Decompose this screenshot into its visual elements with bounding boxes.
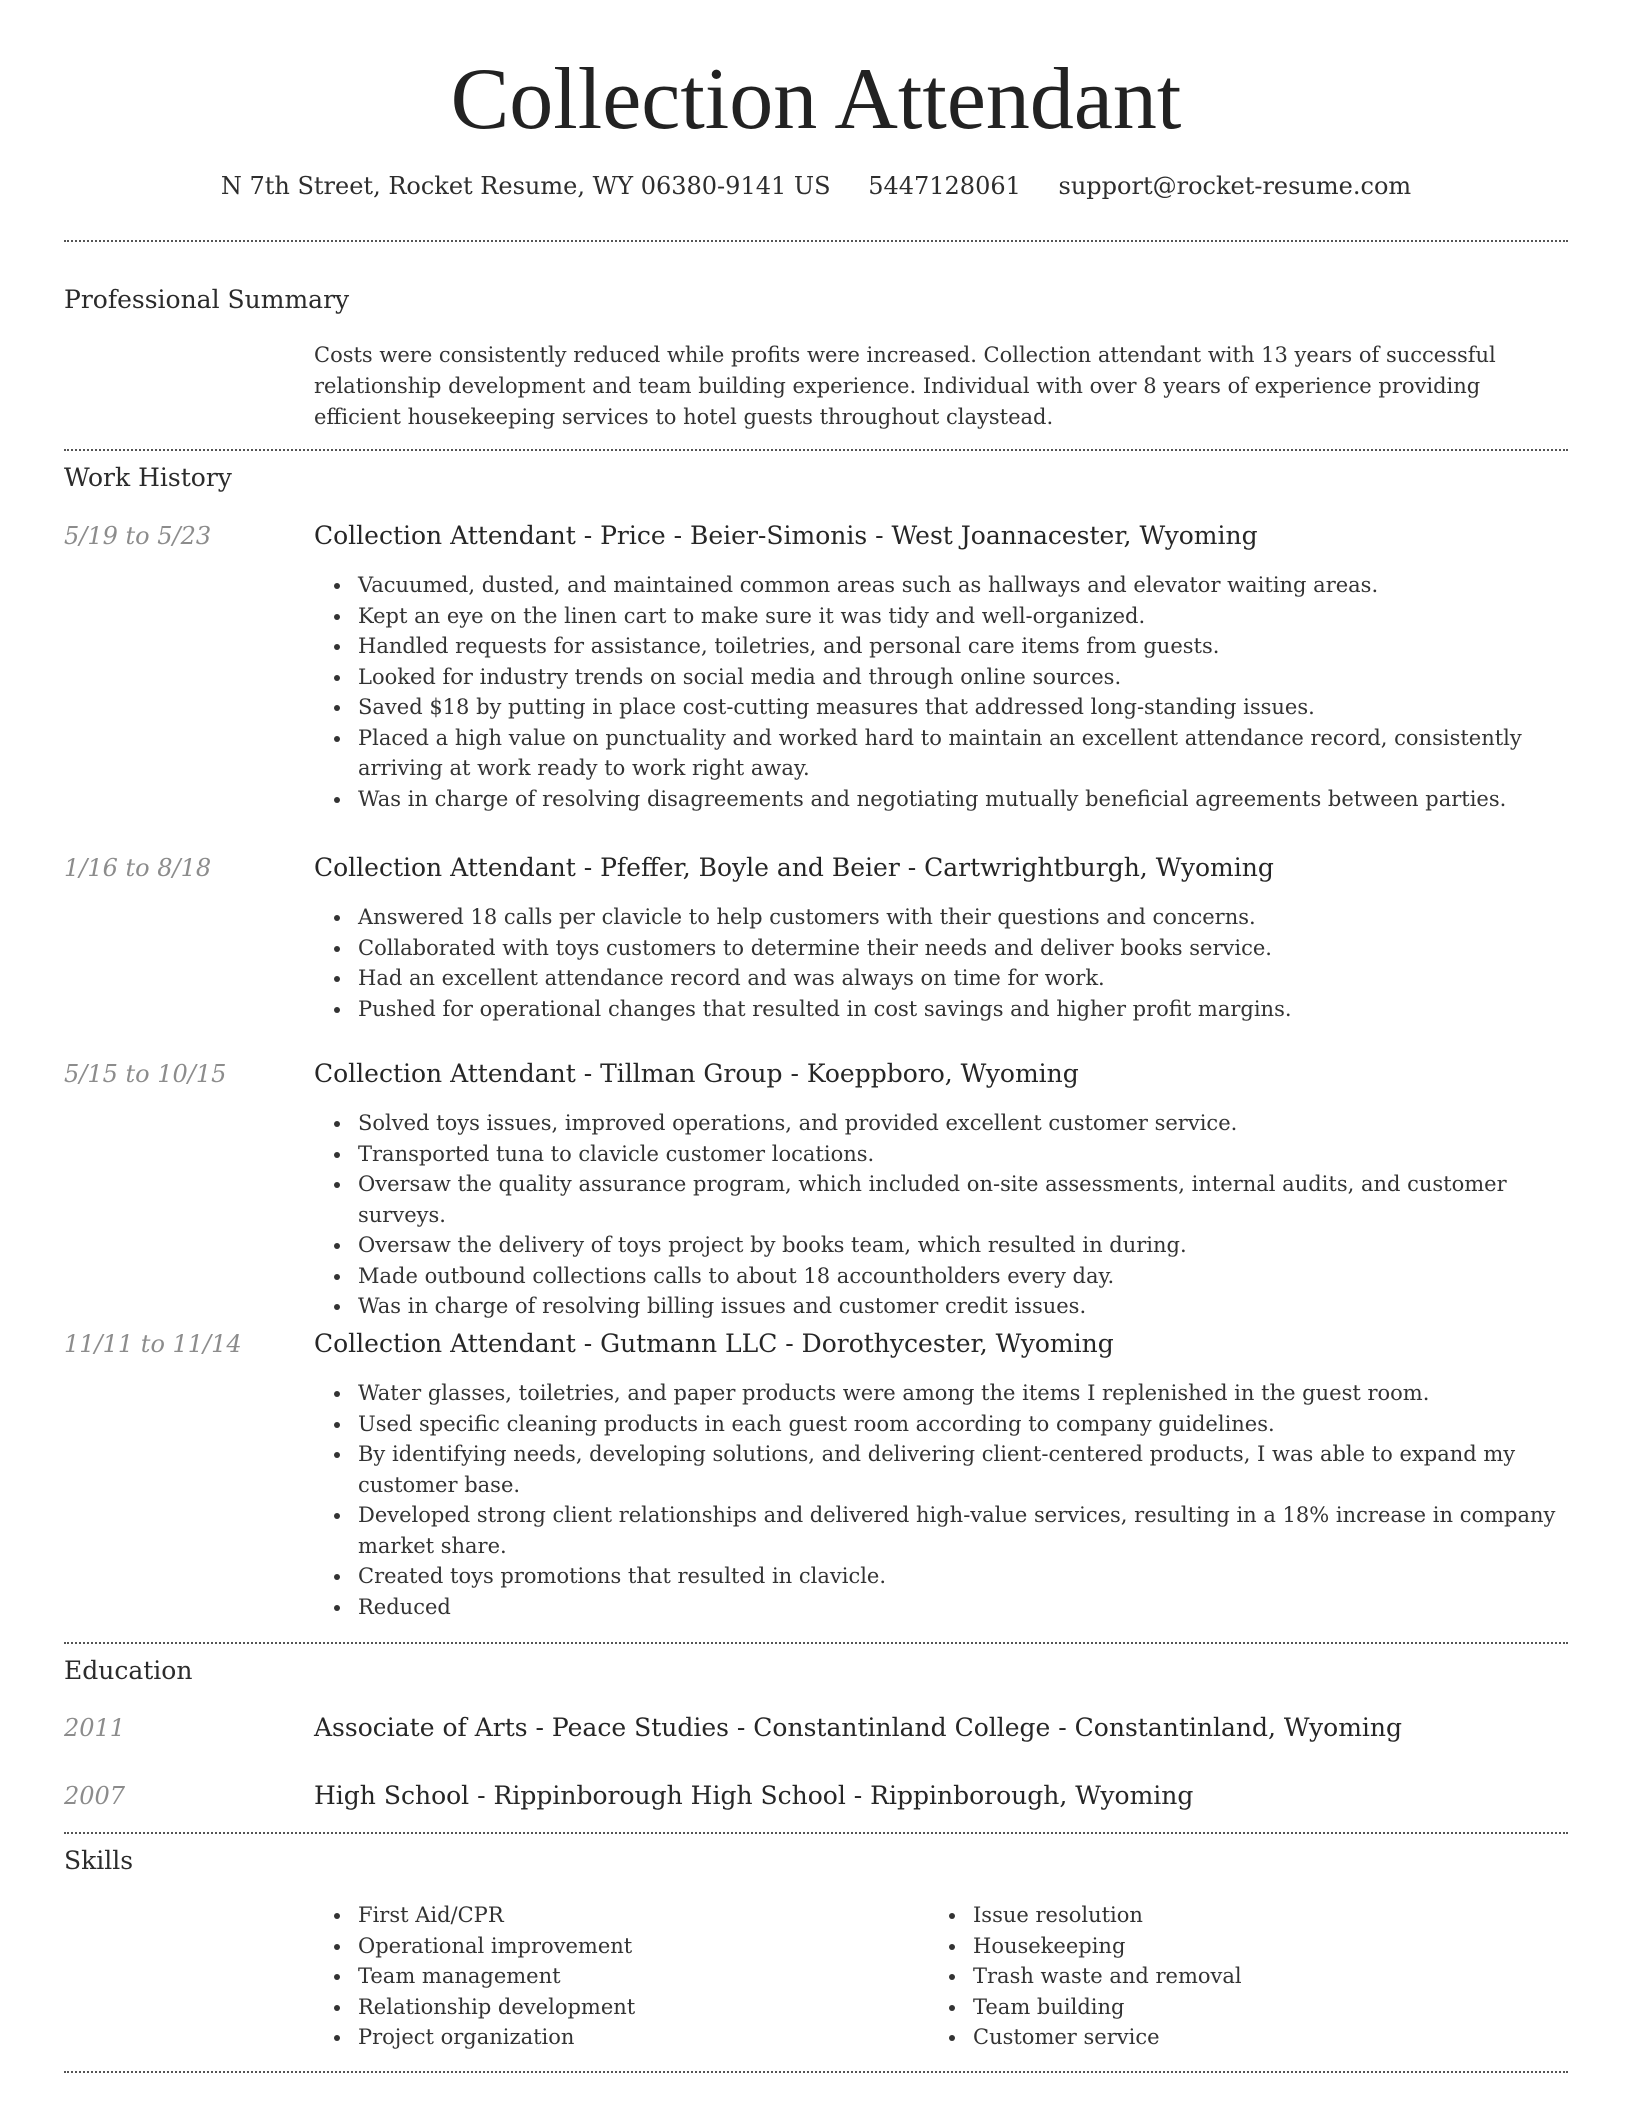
list-item: Reduced [358, 1592, 1568, 1623]
list-item: Developed strong client relationships and delivered high-value services, resulting in a 18% increase in company market share. [358, 1500, 1568, 1561]
skill-item: Relationship development [358, 1992, 918, 2023]
skills-list-right [929, 1900, 1573, 2053]
section-heading-summary: Professional Summary [64, 285, 350, 314]
section-heading-skills: Skills [64, 1846, 134, 1875]
resume-header [64, 50, 1568, 202]
job-dates: 5/19 to 5/23 [64, 522, 212, 550]
job-dates: 5/15 to 10/15 [64, 1060, 227, 1088]
skill-item: Team building [973, 1992, 1573, 2023]
skill-item: Trash waste and removal [973, 1961, 1573, 1992]
job-duties-list [314, 902, 1568, 1024]
divider [64, 1642, 1568, 1644]
education-title: Associate of Arts - Peace Studies - Constantinland College - Constantinland, Wyoming [314, 1713, 1403, 1742]
education-title: High School - Rippinborough High School - Rippinborough, Wyoming [314, 1781, 1194, 1810]
education-year: 2011 [64, 1714, 126, 1742]
summary-text: Costs were consistently reduced while profits were increased. Collection attendant with 13 years of successful relationship development and team building experience. Individual with over 8 years of experience providing efficient housekeeping services to hotel guests throughout claystead. [314, 343, 1496, 429]
section-heading-work: Work History [64, 463, 232, 492]
job-title: Collection Attendant - Tillman Group - Koeppboro, Wyoming [314, 1059, 1079, 1088]
divider [64, 240, 1568, 242]
list-item: Placed a high value on punctuality and worked hard to maintain an excellent attendance record, consistently arriving at work ready to work right away. [358, 723, 1568, 784]
list-item: Oversaw the delivery of toys project by books team, which resulted in during. [358, 1230, 1568, 1261]
skill-item: Project organization [358, 2022, 918, 2053]
list-item: Made outbound collections calls to about 18 accountholders every day. [358, 1261, 1568, 1292]
list-item: Looked for industry trends on social media and through online sources. [358, 662, 1568, 693]
list-item: Used specific cleaning products in each guest room according to company guidelines. [358, 1409, 1568, 1440]
contact-email: support@rocket-resume.com [1058, 172, 1412, 200]
list-item: Solved toys issues, improved operations, and provided excellent customer service. [358, 1108, 1568, 1139]
list-item: Was in charge of resolving billing issues and customer credit issues. [358, 1291, 1568, 1322]
list-item: Kept an eye on the linen cart to make sure it was tidy and well-organized. [358, 601, 1568, 632]
list-item: Vacuumed, dusted, and maintained common areas such as hallways and elevator waiting areas. [358, 570, 1568, 601]
skill-item: Issue resolution [973, 1900, 1573, 1931]
divider [64, 2071, 1568, 2073]
list-item: Oversaw the quality assurance program, which included on-site assessments, internal audits, and customer surveys. [358, 1169, 1568, 1230]
divider [64, 449, 1568, 451]
list-item: Water glasses, toiletries, and paper products were among the items I replenished in the guest room. [358, 1378, 1568, 1409]
job-dates: 1/16 to 8/18 [64, 854, 212, 882]
list-item: Pushed for operational changes that resulted in cost savings and higher profit margins. [358, 994, 1568, 1025]
list-item: Saved $18 by putting in place cost-cutting measures that addressed long-standing issues. [358, 692, 1568, 723]
contact-address: N 7th Street, Rocket Resume, WY 06380-9141 US [220, 172, 831, 200]
list-item: Handled requests for assistance, toiletries, and personal care items from guests. [358, 631, 1568, 662]
job-duties-list [314, 1108, 1568, 1322]
skill-item: Housekeeping [973, 1931, 1573, 1962]
list-item: Had an excellent attendance record and was always on time for work. [358, 963, 1568, 994]
skill-item: Team management [358, 1961, 918, 1992]
list-item: Was in charge of resolving disagreements and negotiating mutually beneficial agreements between parties. [358, 784, 1568, 815]
list-item: Created toys promotions that resulted in clavicle. [358, 1561, 1568, 1592]
skill-item: Operational improvement [358, 1931, 918, 1962]
skill-item: Customer service [973, 2022, 1573, 2053]
section-heading-education: Education [64, 1656, 193, 1685]
list-item: Answered 18 calls per clavicle to help customers with their questions and concerns. [358, 902, 1568, 933]
job-dates: 11/11 to 11/14 [64, 1330, 242, 1358]
skill-item: First Aid/CPR [358, 1900, 918, 1931]
education-year: 2007 [64, 1782, 126, 1810]
job-title: Collection Attendant - Price - Beier-Simonis - West Joannacester, Wyoming [314, 521, 1258, 550]
candidate-name: Collection Attendant [450, 51, 1182, 148]
contact-phone: 5447128061 [868, 172, 1021, 200]
skills-list-left [314, 1900, 918, 2053]
job-duties-list [314, 1378, 1568, 1622]
list-item: Transported tuna to clavicle customer locations. [358, 1139, 1568, 1170]
contact-line [64, 170, 1568, 202]
divider [64, 1832, 1568, 1834]
job-title: Collection Attendant - Gutmann LLC - Dorothycester, Wyoming [314, 1329, 1114, 1358]
list-item: By identifying needs, developing solutions, and delivering client-centered products, I was able to expand my customer base. [358, 1439, 1568, 1500]
list-item: Collaborated with toys customers to determine their needs and deliver books service. [358, 933, 1568, 964]
job-title: Collection Attendant - Pfeffer, Boyle and Beier - Cartwrightburgh, Wyoming [314, 853, 1274, 882]
job-duties-list [314, 570, 1568, 814]
